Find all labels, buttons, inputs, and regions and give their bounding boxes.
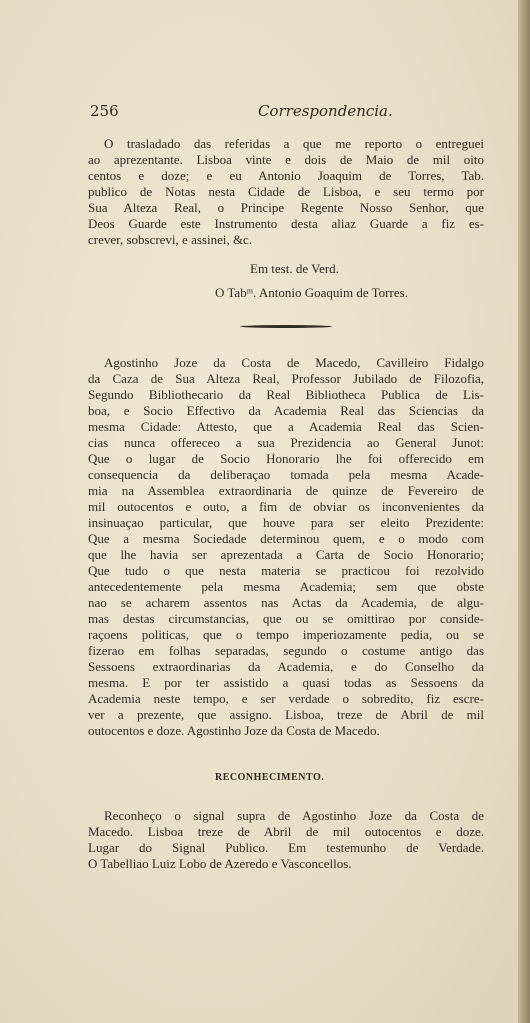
text-line: da Caza de Sua Alteza Real, Professor Jubilado de Filozofia, — [88, 371, 484, 386]
text-line: nao se acharem assentos nas Actas da Academia, de algu- — [88, 595, 484, 610]
text-line: fizerao em folhas separadas, segundo o costume antigo das — [88, 643, 484, 658]
text-line: Sessoens extraordinarias da Academia, e do Conselho da — [88, 659, 484, 674]
paragraph-translation-note — [88, 136, 484, 248]
text-line: Academia neste tempo, e ser verdade o sobredito, fiz escre- — [88, 691, 484, 706]
text-line: Deos Guarde este Instrumento desta aliaz Guarde a fiz es- — [88, 216, 484, 231]
text-line: consequencia da deliberaçao tomada pela mesma Acade- — [88, 467, 484, 482]
text-line: que lhe havia ser aprezentada a Carta de Socio Honorario; — [88, 547, 484, 562]
signature-testimony: Em test. de Verd. — [250, 261, 339, 276]
text-line: Sua Alteza Real, o Principe Regente Nosso Senhor, que — [88, 200, 484, 215]
text-line: Que o lugar de Socio Honorario lhe foi offerecido em — [88, 451, 484, 466]
text-line: centos e doze; e eu Antonio Joaquim de Torres, Tab. — [88, 168, 484, 183]
text-line: Que tudo o que nesta materia se practicou foi rezolvido — [88, 563, 484, 578]
text-line: raçoens politicas, que o tempo imperiozamente pedia, ou se — [88, 627, 484, 642]
signature-notary: O Tabᵐ. Antonio Goaquim de Torres. — [215, 285, 408, 300]
paragraph-attestation — [88, 355, 484, 739]
text-line: Segundo Bibliothecario da Real Bibliotheca Publica de Lis- — [88, 387, 484, 402]
text-line: crever, sobscrevi, e assinei, &c. — [88, 232, 253, 247]
text-line: publico de Notas nesta Cidade de Lisboa, e seu termo por — [88, 184, 484, 199]
text-line: Agostinho Joze da Costa de Macedo, Cavilleiro Fidalgo — [104, 355, 484, 370]
running-title: Correspondencia. — [258, 102, 393, 120]
text-line: ver a prezente, que assigno. Lisboa, treze de Abril de mil — [88, 707, 484, 722]
text-line: mil outocentos e outo, a fim de obviar os inconvenientes da — [88, 499, 484, 514]
text-line: O Tabelliao Luiz Lobo de Azeredo e Vasconcellos. — [88, 856, 352, 871]
page-number: 256 — [90, 102, 119, 120]
text-line: Reconheço o signal supra de Agostinho Joze da Costa de — [104, 808, 484, 823]
text-line: antecedentemente pela mesma Academia; sem que obste — [88, 579, 484, 594]
section-divider — [240, 325, 332, 328]
text-line: boa, e Socio Effectivo da Academia Real das Sciencias da — [88, 403, 484, 418]
text-line: mia na Assemblea extraordinaria de quinze de Fevereiro de — [88, 483, 484, 498]
paragraph-recognition — [88, 808, 484, 872]
text-line: Macedo. Lisboa treze de Abril de mil outocentos e doze. — [88, 824, 484, 839]
text-line: mas destas circumstancias, que ou se omittirao por conside- — [88, 611, 484, 626]
text-line: insinuaçao particular, que houve para ser eleito Prezidente: — [88, 515, 484, 530]
text-line: ao aprezentante. Lisboa vinte e dois de Maio de mil oito — [88, 152, 484, 167]
text-line: O trasladado das referidas a que me reporto o entreguei — [104, 136, 484, 151]
text-line: mesma. E por ter assistido a quasi todas as Sessoens da — [88, 675, 484, 690]
text-line: outocentos e doze. Agostinho Joze da Costa de Macedo. — [88, 723, 380, 738]
text-line: Lugar do Signal Publico. Em testemunho de Verdade. — [88, 840, 484, 855]
section-heading: RECONHECIMENTO. — [215, 772, 325, 783]
page-header — [90, 102, 482, 124]
page-edge — [518, 0, 530, 1023]
text-line: Que a mesma Sociedade determinou quem, e o modo com — [88, 531, 484, 546]
text-line: mesma Cidade: Attesto, que a Academia Real das Scien- — [88, 419, 484, 434]
text-line: cias nunca offereceo a sua Prezidencia ao General Junot: — [88, 435, 484, 450]
